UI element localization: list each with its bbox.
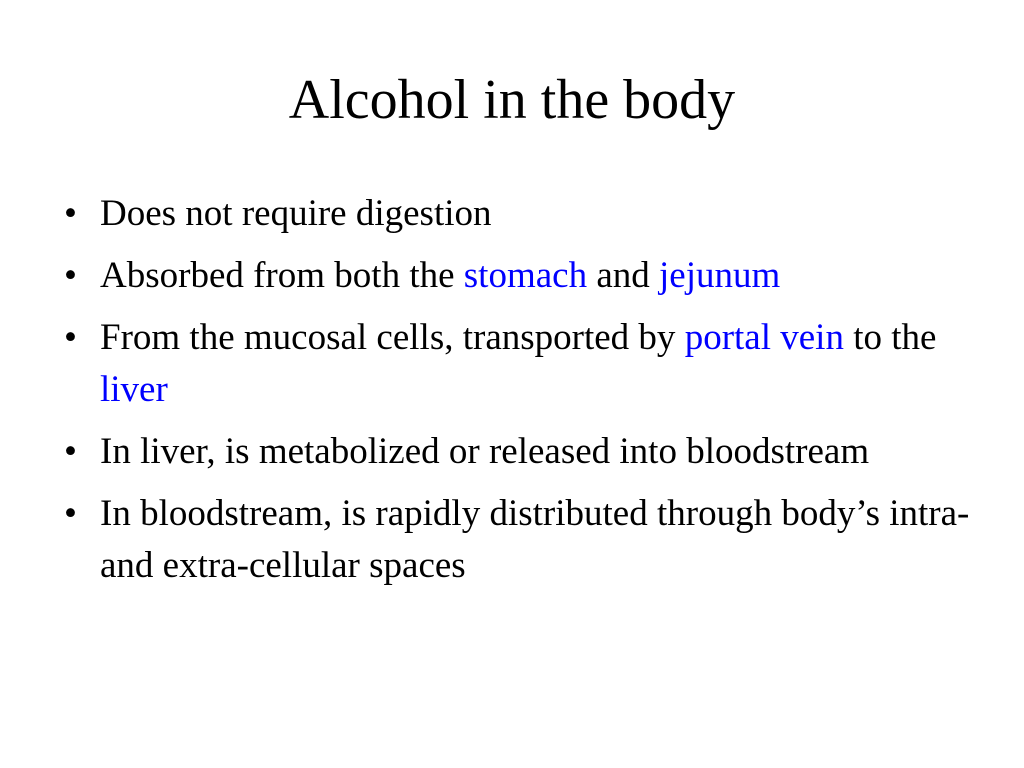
bullet-text-segment: Absorbed from both the	[100, 255, 464, 296]
bullet-item	[56, 488, 996, 592]
bullet-text-segment: to the	[843, 317, 937, 358]
bullet-item	[56, 250, 996, 302]
bullet-text-segment: In bloodstream, is rapidly distributed through body’s intra- and extra-cellular spaces	[100, 493, 970, 586]
bullet-text-segment: In liver, is metabolized or released into bloodstream	[100, 431, 870, 472]
highlighted-term: portal vein	[684, 317, 844, 358]
bullet-marker: •	[64, 255, 77, 296]
bullet-text-segment: and	[587, 255, 660, 296]
bullet-text	[100, 317, 936, 410]
bullet-marker: •	[64, 431, 77, 472]
bullet-list	[56, 188, 996, 602]
bullet-text	[100, 255, 780, 296]
bullet-item	[56, 312, 996, 416]
bullet-marker: •	[64, 193, 77, 234]
bullet-text-segment: From the mucosal cells, transported by	[100, 317, 685, 358]
slide-title: Alcohol in the body	[288, 69, 736, 131]
bullet-item	[56, 188, 996, 240]
bullet-item	[56, 426, 996, 478]
highlighted-term: stomach	[463, 255, 588, 296]
bullet-marker: •	[64, 493, 77, 534]
bullet-text	[100, 493, 969, 586]
highlighted-term: jejunum	[659, 255, 781, 296]
bullet-text-segment: Does not require digestion	[100, 193, 492, 234]
bullet-text	[100, 193, 492, 234]
bullet-marker: •	[64, 317, 77, 358]
bullet-text	[100, 431, 869, 472]
highlighted-term: liver	[100, 369, 168, 410]
